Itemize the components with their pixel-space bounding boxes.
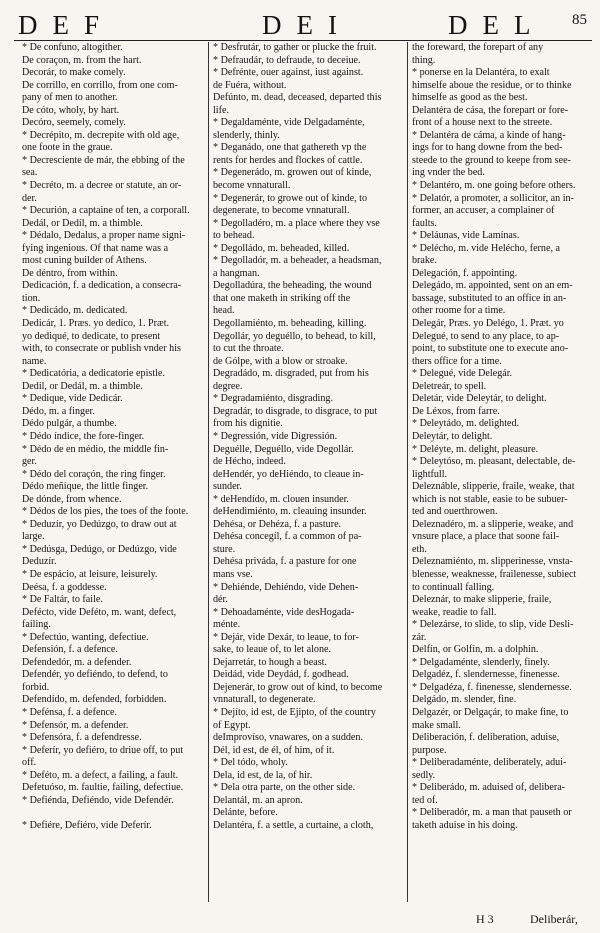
entry-line: * Dédo del coraçón, the ring finger. — [22, 468, 166, 480]
entry-line: Delantál, m. an apron. — [213, 794, 303, 806]
entry-line: life. — [213, 104, 229, 116]
entry-line: slenderly, thinly. — [213, 129, 280, 141]
entry-line: * Delantéra de cáma, a kinde of hang- — [412, 129, 566, 141]
entry-line: lightfull. — [412, 468, 448, 480]
entry-line: * Defraudár, to defraude, to deceiue. — [213, 54, 361, 66]
entry-line — [22, 807, 204, 820]
entry-line: sedly. — [412, 769, 436, 781]
signature-mark: H 3 — [476, 912, 494, 926]
entry-line: Deliberación, f. deliberation, aduise, — [412, 732, 560, 744]
catchword: Deliberár, — [530, 912, 578, 926]
entry-line: thers office for a time. — [412, 355, 502, 367]
entry-line: * Delécho, m. vide Heléchо, ferne, a — [412, 242, 560, 254]
entry-line: sunder. — [213, 481, 242, 493]
entry-line: sake, to leaue of, to let alone. — [213, 644, 331, 656]
entry-line: that one maketh in striking off the — [213, 292, 351, 304]
entry-line: ted of. — [412, 794, 438, 806]
entry-line: * Deduzír, yo Dedúzgo, to draw out at — [22, 518, 177, 530]
entry-line: failing. — [22, 619, 51, 631]
entry-line: * Dedicádo, m. dedicated. — [22, 305, 128, 317]
entry-line: * Delgadéza, f. finenesse, slendernesse. — [412, 681, 572, 693]
entry-line: Defúnto, m. dead, deceased, departed this — [213, 92, 382, 104]
entry-line: off. — [22, 757, 37, 769]
entry-line: Dédo pulgár, a thumbe. — [22, 418, 117, 430]
entry-line: former, an accuser, a complainer of — [412, 205, 555, 217]
entry-line: Delantéra, f. a settle, a curtaine, a cloth, — [213, 819, 374, 831]
entry-line: * Decrépito, m. decrepite with old age, — [22, 129, 180, 141]
entry-line: * Dehoadaménte, vide desHogada- — [213, 606, 355, 618]
entry-line: head. — [213, 305, 235, 317]
entry-line: der. — [22, 192, 37, 204]
entry-line: ing vnder the bed. — [412, 167, 485, 179]
entry-line: Deleznadéro, m. a slipperie, weake, and — [412, 518, 574, 530]
entry-line: one foote in the graue. — [22, 142, 113, 154]
entry-line: Delegár, Præs. yo Delégo, 1. Præt. yo — [412, 318, 564, 330]
entry-line: De corrillo, en corrillo, from one com- — [22, 79, 178, 91]
entry-line: Defensión, f. a defence. — [22, 644, 118, 656]
entry-line: pany of men to another. — [22, 92, 118, 104]
entry-line: from his dignitie. — [213, 418, 283, 430]
entry-line: * Desfrutár, to gather or plucke the fruit. — [213, 42, 377, 53]
entry-line: Delegué, to send to any place, to ap- — [412, 330, 560, 342]
entry-line: large. — [22, 531, 45, 543]
entry-line: point, to substitute one to execute ano- — [412, 343, 569, 355]
entry-line: front of a house next to the streete. — [412, 117, 553, 129]
entry-line: * Dehiénde, Dehiéndo, vide Dehen- — [213, 581, 359, 593]
entry-line: bassage, substituted to an office in an- — [412, 292, 567, 304]
entry-line: Decorár, to make comely. — [22, 67, 126, 79]
entry-line: Dedicación, f. a dedication, a consecra- — [22, 280, 182, 292]
entry-line: rents for herdes and flockes of cattle. — [213, 154, 363, 166]
entry-line: Delgádo, m. slender, fine. — [412, 694, 517, 706]
entry-line: * Decurión, a captaine of ten, a corporall. — [22, 205, 190, 217]
entry-line: * Dejíto, id est, de Ejipto, of the country — [213, 706, 376, 718]
entry-line: * Deliberadór, m. a man that pauseth or — [412, 807, 572, 819]
header-left: DEF — [18, 10, 115, 40]
entry-line: Degradár, to disgrade, to disgrace, to put — [213, 405, 378, 417]
entry-line: Defécto, vide Deféto, m. want, defect, — [22, 606, 177, 618]
entry-line: * Dédalo, Dedalus, a proper name signi- — [22, 230, 186, 242]
entry-line: Deleytár, to delight. — [412, 430, 493, 442]
column-right — [412, 42, 590, 832]
entry-line: * Deliberádo, m. aduised of, delibera- — [412, 782, 566, 794]
entry-line: * Defensór, m. a defender. — [22, 719, 129, 731]
entry-line: Dela, id est, de la, of hir. — [213, 769, 313, 781]
entry-line: Decóro, seemely, comely. — [22, 117, 126, 129]
header-right: DEL — [448, 10, 546, 40]
entry-line: other roome for a time. — [412, 305, 506, 317]
entry-line: the foreward, the forepart of any — [412, 42, 544, 53]
entry-line: Dejarretár, to hough a beast. — [213, 656, 327, 668]
entry-line: * Del tódo, wholy. — [213, 757, 288, 769]
entry-line: dér. — [213, 594, 228, 606]
entry-line: sea. — [22, 167, 38, 179]
entry-line: brake. — [412, 255, 437, 267]
entry-line: yo dediqué, to dedicate, to present — [22, 330, 161, 342]
entry-line: taketh aduise in his doing. — [412, 819, 518, 831]
entry-line: * Degressión, vide Digressión. — [213, 430, 338, 442]
column-left — [22, 42, 204, 832]
entry-line: Dédo meñíque, the little finger. — [22, 481, 149, 493]
entry-line: Deleznáble, slipperie, fraile, weake, that — [412, 481, 575, 493]
entry-line: * Delgadaménte, slenderly, finely. — [412, 656, 550, 668]
entry-line: Deidád, vide Deydád, f. godhead. — [213, 669, 349, 681]
entry-line: become vnnaturall. — [213, 180, 291, 192]
entry-line: * Defensóra, f. a defendresse. — [22, 732, 142, 744]
entry-line: * Deganádo, one that gathereth vp the — [213, 142, 367, 154]
entry-line: to cut the throate. — [213, 343, 284, 355]
entry-line: * Dedúsga, Dedúgo, or Dedúzgo, vide — [22, 543, 177, 555]
entry-line: Delgadéz, f. slendernesse, finenesse. — [412, 669, 560, 681]
entry-line: * Deleytóso, m. pleasant, delectable, de- — [412, 456, 576, 468]
entry-line: zár. — [412, 631, 427, 643]
entry-line: make small. — [412, 719, 461, 731]
entry-line: * Degolládo, m. beheaded, killed. — [213, 242, 350, 254]
entry-line: with, to consecrate or publish vnder his — [22, 343, 181, 355]
entry-line: * Dédo de en médio, the middle fin- — [22, 443, 169, 455]
entry-line: Degollamiénto, m. beheading, killing. — [213, 318, 367, 330]
entry-line: De déntro, from within. — [22, 267, 118, 279]
entry-line: Delantéra de cása, the forepart or fore- — [412, 104, 569, 116]
entry-line: ings for to hang downe from the bed- — [412, 142, 563, 154]
entry-line: Deleznamiénto, m. slipperinesse, vnsta- — [412, 556, 573, 568]
entry-line: De coraçon, m. from the hart. — [22, 54, 142, 66]
entry-line: de Fuéra, without. — [213, 79, 287, 91]
entry-line: Dél, id est, de él, of him, of it. — [213, 744, 335, 756]
entry-line: * Dédo índice, the fore-finger. — [22, 430, 145, 442]
entry-line: Degollár, yo deguéllo, to behead, to kill, — [213, 330, 376, 342]
entry-line: vnnaturall, to degenerate. — [213, 694, 316, 706]
entry-line: name. — [22, 355, 47, 367]
entry-line: * Defénsa, f. a defence. — [22, 706, 117, 718]
entry-line: deImprovíso, vnawares, on a sudden. — [213, 732, 363, 744]
entry-line: Delegación, f. appointing. — [412, 267, 518, 279]
entry-line: Deleznár, to make slipperie, fraile, — [412, 594, 552, 606]
entry-line: * Defectúo, wanting, defectiue. — [22, 631, 149, 643]
header-rule — [14, 40, 592, 41]
entry-line: which is not stable, easie to be subuer- — [412, 493, 568, 505]
entry-line: Deduzír. — [22, 556, 57, 568]
entry-line: Deletár, vide Deleytár, to delight. — [412, 393, 547, 405]
entry-line: Deletreár, to spell. — [412, 380, 487, 392]
entry-line: deHendimiénto, m. cleauing insunder. — [213, 506, 367, 518]
entry-line: Deésa, f. a goddesse. — [22, 581, 107, 593]
entry-line: vnsure place, a place that soone fail- — [412, 531, 560, 543]
entry-line: Delánte, before. — [213, 807, 278, 819]
column-divider-2 — [407, 42, 408, 902]
entry-line: * Defrénte, ouer against, iust against. — [213, 67, 364, 79]
page-number: 85 — [572, 12, 587, 28]
entry-line: to continuall falling. — [412, 581, 495, 593]
entry-line: * Degenerádo, m. growen out of kinde, — [213, 167, 372, 179]
entry-line: * Degradamiénto, disgrading. — [213, 393, 333, 405]
entry-line: * Delegué, vide Delegár. — [412, 368, 513, 380]
entry-line: Dehésa priváda, f. a pasture for one — [213, 556, 357, 568]
entry-line: * Dedique, vide Dedicár. — [22, 393, 123, 405]
entry-line: * Degolladéro, m. a place where they vse — [213, 217, 380, 229]
entry-line: ger. — [22, 456, 37, 468]
entry-line: * Defiénda, Defiéndo, vide Defendér. — [22, 794, 174, 806]
entry-line: * Deláunas, vide Lamínas. — [412, 230, 520, 242]
entry-line: * De espácio, at leisure, leisurely. — [22, 568, 158, 580]
entry-line: * Deferír, yo defiéro, to driue off, to put — [22, 744, 184, 756]
entry-line: degree. — [213, 380, 243, 392]
entry-line: * Degenerár, to growe out of kinde, to — [213, 192, 368, 204]
entry-line: de Hécho, indeed. — [213, 456, 286, 468]
entry-line: tion. — [22, 292, 41, 304]
entry-line: * Dela otra parte, on the other side. — [213, 782, 356, 794]
entry-line: thing. — [412, 54, 436, 66]
entry-line: deHendér, yo deHiéndo, to cleaue in- — [213, 468, 364, 480]
entry-line: sture. — [213, 543, 236, 555]
entry-line: * Dedicatória, a dedicatorie epistle. — [22, 368, 165, 380]
entry-line: Defendedór, m. a defender. — [22, 656, 132, 668]
entry-line: * Degaldaménte, vide Delgadaménte, — [213, 117, 365, 129]
entry-line: Dedicár, 1. Præs. yo dedíco, 1. Præt. — [22, 318, 170, 330]
entry-line: Defendído, m. defended, forbidden. — [22, 694, 167, 706]
entry-line: De cóto, wholy, by hart. — [22, 104, 120, 116]
entry-line: ted and ouerthrowen. — [412, 506, 498, 518]
entry-line: of Egypt. — [213, 719, 251, 731]
entry-line: Dedil, or Dedál, m. a thimble. — [22, 380, 143, 392]
entry-line: Delegádo, m. appointed, sent on an em- — [412, 280, 573, 292]
column-middle — [213, 42, 403, 832]
entry-line: * De confuno, altogither. — [22, 42, 123, 53]
entry-line: Defendér, yo defiéndo, to defend, to — [22, 669, 168, 681]
entry-line: * deHendído, m. clouen insunder. — [213, 493, 349, 505]
header-center: DEI — [262, 10, 352, 40]
entry-line: * Deleytádo, m. delighted. — [412, 418, 520, 430]
entry-line: De dónde, from whence. — [22, 493, 122, 505]
entry-line: purpose. — [412, 744, 447, 756]
entry-line: himselfe aboue the residue, or to thinke — [412, 79, 572, 91]
entry-line: * Delantéro, m. one going before others. — [412, 180, 576, 192]
entry-line: Defetuóso, m. faultie, failing, defectiue. — [22, 782, 184, 794]
entry-line: * Decresciente de már, the ebbing of the — [22, 154, 185, 166]
entry-line: to behead. — [213, 230, 255, 242]
entry-line: most cuning builder of Athens. — [22, 255, 147, 267]
entry-line: Delgazér, or Delgaçár, to make fine, to — [412, 706, 569, 718]
entry-line: * Deléyte, m. delight, pleasure. — [412, 443, 539, 455]
entry-line: forbid. — [22, 681, 50, 693]
entry-line: Degolladúra, the beheading, the wound — [213, 280, 372, 292]
entry-line: Degradádo, m. disgraded, put from his — [213, 368, 369, 380]
entry-line: ménte. — [213, 619, 241, 631]
entry-line: Dehésa, or Dehéza, f. a pasture. — [213, 518, 342, 530]
entry-line: * Degolladór, m. a beheader, a headsman, — [213, 255, 382, 267]
entry-line: Dedál, or Dedíl, m. a thimble. — [22, 217, 143, 229]
entry-line: degenerate, to become vnnaturall. — [213, 205, 350, 217]
entry-line: * ponerse en la Delantéra, to exalt — [412, 67, 550, 79]
entry-line: mans vse. — [213, 568, 253, 580]
entry-line: * Deféto, m. a defect, a failing, a fault. — [22, 769, 179, 781]
entry-line: * Dejár, vide Dexár, to leaue, to for- — [213, 631, 359, 643]
entry-line: himselfe as good as the best. — [412, 92, 528, 104]
entry-line: fying ingenious. Of that name was a — [22, 242, 169, 254]
entry-line: blenesse, weaknesse, frailenesse, subiect — [412, 568, 577, 580]
column-divider-1 — [208, 42, 209, 902]
entry-line: * Decréto, m. a decree or statute, an or- — [22, 180, 182, 192]
entry-line: de Gólpe, with a blow or stroake. — [213, 355, 348, 367]
entry-line: Deguélle, Deguéllo, vide Degollár. — [213, 443, 354, 455]
entry-line: * De Faltár, to faile. — [22, 594, 103, 606]
entry-line: faults. — [412, 217, 437, 229]
entry-line: Dédo, m. a finger. — [22, 405, 95, 417]
entry-line: De Léxos, from farre. — [412, 405, 500, 417]
entry-line: weake, readie to fall. — [412, 606, 497, 618]
entry-line: * Delezárse, to slide, to slip, vide Desli- — [412, 619, 574, 631]
running-header — [0, 0, 600, 40]
entry-line: * Deliberadaménte, deliberately, adui- — [412, 757, 567, 769]
entry-line: a hangman. — [213, 267, 260, 279]
entry-line: eth. — [412, 543, 427, 555]
entry-line: * Dédos de los pies, the toes of the foote. — [22, 506, 189, 518]
entry-line: Dehésa concegíl, f. a common of pa- — [213, 531, 362, 543]
entry-line: Delfín, or Golfín, m. a dolphin. — [412, 644, 539, 656]
entry-line: Dejenerár, to grow out of kind, to become — [213, 681, 383, 693]
entry-line: * Defiére, Defiéro, vide Deferír. — [22, 819, 152, 831]
entry-line: * Delatór, a promoter, a sollicitor, an in- — [412, 192, 574, 204]
entry-line: steede to the ground to keepe from see- — [412, 154, 571, 166]
